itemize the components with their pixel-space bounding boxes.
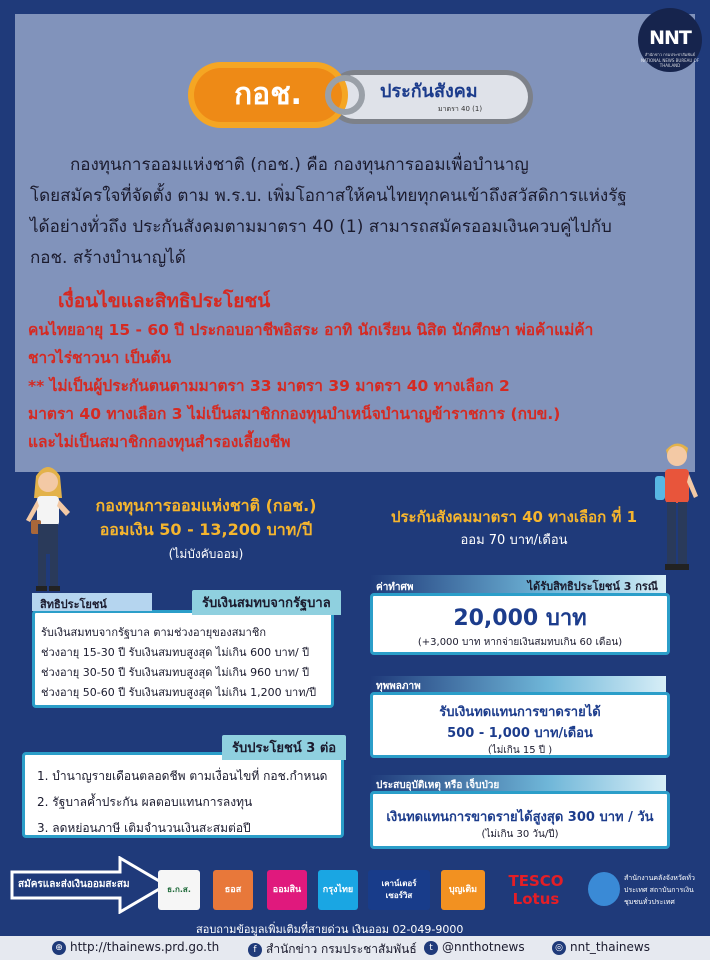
case3-box — [370, 791, 670, 849]
twitter-icon: t — [424, 941, 438, 955]
logo-counter-service: เคาน์เตอร์ เซอร์วิส — [368, 870, 430, 910]
banner-left-pill: กอช. — [188, 62, 348, 128]
case1-label: ค่าทำศพ — [376, 582, 414, 593]
case2-value2: 500 - 1,000 บาท/เดือน — [447, 726, 593, 741]
case3-label: ประสบอุบัติเหตุ หรือ เจ็บป่วย — [376, 780, 500, 791]
three-benefits-tab: รับประโยชน์ 3 ต่อ — [222, 735, 346, 760]
logo-gsb: ออมสิน — [267, 870, 307, 910]
conditions-title: เงื่อนไขและสิทธิประโยชน์ — [58, 290, 271, 312]
subsidy-rows: รับเงินสมทบจากรัฐบาล ตามช่วงอายุของสมาชิก ช่วงอายุ 15-30 ปี รับเงินสมทบสูงสุด ไม่เกิน 600 บาท/ ปี ช่วงอายุ 30-50 ปี รับเงินสมทบสูงสุด ไม่เกิน 960 บาท/ ปี ช่วงอายุ 50-60 ปี รับเงินสมทบสูงสุด ไม่เกิน 1,200 บาท/ปี — [41, 626, 317, 699]
subsidy-box — [32, 610, 334, 708]
footer-facebook[interactable]: f สำนักข่าว กรมประชาสัมพันธ์ — [248, 940, 417, 959]
footer-website[interactable]: ⊕ http://thainews.prd.go.th — [52, 940, 219, 955]
case3-value: เงินทดแทนการขาดรายได้สูงสุด 300 บาท / วัน — [386, 810, 654, 825]
three-benefits-box — [22, 752, 344, 838]
cases-title: ได้รับสิทธิประโยชน์ 3 กรณี — [527, 580, 658, 593]
case1-note: (+3,000 บาท หากจ่ายเงินสมทบเกิน 60 เดือน) — [417, 637, 623, 648]
nnt-logo: NNT สำนักข่าว กรมประชาสัมพันธ์ NATIONAL NEWS BUREAU OF THAILAND — [638, 8, 702, 72]
banner-right-title: ประกันสังคม — [380, 81, 478, 102]
case3-note: (ไม่เกิน 30 วัน/ปี) — [481, 829, 559, 840]
logo-ktb: กรุงไทย — [318, 870, 358, 910]
list-item: 3. ลดหย่อนภาษี เติมจำนวนเงินสะสมต่อปี — [37, 821, 251, 835]
arrow-text: สมัครและส่งเงินออมสะสม — [18, 879, 130, 890]
list-item: 1. บำนาญรายเดือนตลอดชีพ ตามเงื่อนไขที่ กอช.กำหนด — [37, 769, 328, 783]
case2-note: (ไม่เกิน 15 ปี ) — [487, 745, 553, 756]
banner-right-sub: มาตรา 40 (1) — [438, 105, 483, 113]
case1-value: 20,000 บาท — [453, 606, 587, 631]
list-item: 2. รัฐบาลค้ำประกัน ผลตอบแทนการลงทุน — [37, 795, 253, 809]
footer-twitter[interactable]: t @nnthotnews — [424, 940, 525, 955]
three-benefits-list — [37, 763, 327, 841]
logo-baac: ธ.ก.ส. — [158, 870, 200, 910]
title-banner — [188, 62, 533, 132]
banner-ring — [325, 75, 365, 115]
footer-instagram[interactable]: ◎ nnt_thainews — [552, 940, 650, 955]
intro-text: กองทุนการออมแห่งชาติ (กอช.) คือ กองทุนการออมเพื่อบำนาญ โดยสมัครใจที่จัดตั้ง ตาม พ.ร.บ. เพิ่มโอกาสให้คนไทยทุกคนเข้าถึงสวัสดิการแห่งรัฐ ได้อย่างทั่วถึง ประกันสังคมตามมาตรา 40 (1) สามารถสมัครออมเงินควบคู่ไปกับ กอช. สร้างบำนาญได้ — [30, 155, 627, 268]
ministry-text: สำนักงานคลังจังหวัดทั่วประเทศ สถาบันการเงินชุมชนทั่วประเทศ — [624, 874, 695, 906]
globe-icon: ⊕ — [52, 941, 66, 955]
left-heading: กองทุนการออมแห่งชาติ (กอช.) ออมเงิน 50 - 13,200 บาท/ปี (ไม่บังคับออม) — [95, 496, 317, 561]
benefit-tab-right: รับเงินสมทบจากรัฐบาล — [192, 590, 341, 615]
instagram-icon: ◎ — [552, 941, 566, 955]
footer-bar — [0, 936, 710, 960]
contact-hotline: สอบถามข้อมูลเพิ่มเติมที่สายด่วน เงินออม 02-049-9000 — [196, 923, 464, 936]
case2-box — [370, 692, 670, 758]
ministry-icon — [588, 872, 620, 906]
right-heading: ประกันสังคมมาตรา 40 ทางเลือก ที่ 1 ออม 70 บาท/เดือน — [390, 508, 638, 548]
woman-illustration — [22, 462, 74, 594]
logo-tesco-lotus: TESCO Lotus — [508, 872, 564, 908]
case2-label: ทุพพลภาพ — [376, 681, 421, 692]
case1-box — [370, 593, 670, 655]
logo-ghb: ธอส — [213, 870, 253, 910]
benefit-tab-left: สิทธิประโยชน์ — [32, 593, 152, 611]
logo-boonterm: บุญเติม — [441, 870, 485, 910]
facebook-icon: f — [248, 943, 262, 957]
case2-value1: รับเงินทดแทนการขาดรายได้ — [439, 705, 601, 720]
conditions-text: คนไทยอายุ 15 - 60 ปี ประกอบอาชีพอิสระ อาทิ นักเรียน นิสิต นักศึกษา พ่อค้าแม่ค้า ชาวไร่ชาวนา เป็นต้น ** ไม่เป็นผู้ประกันตนตามมาตรา 33 มาตรา 39 มาตรา 40 ทางเลือก 2 มาตรา 40 ทางเลือก 3 ไม่เป็นสมาชิกกองทุนบำเหน็จบำนาญข้าราชการ (กบข.) และไม่เป็นสมาชิกกองทุนสำรองเลี้ยงชีพ — [28, 321, 594, 451]
